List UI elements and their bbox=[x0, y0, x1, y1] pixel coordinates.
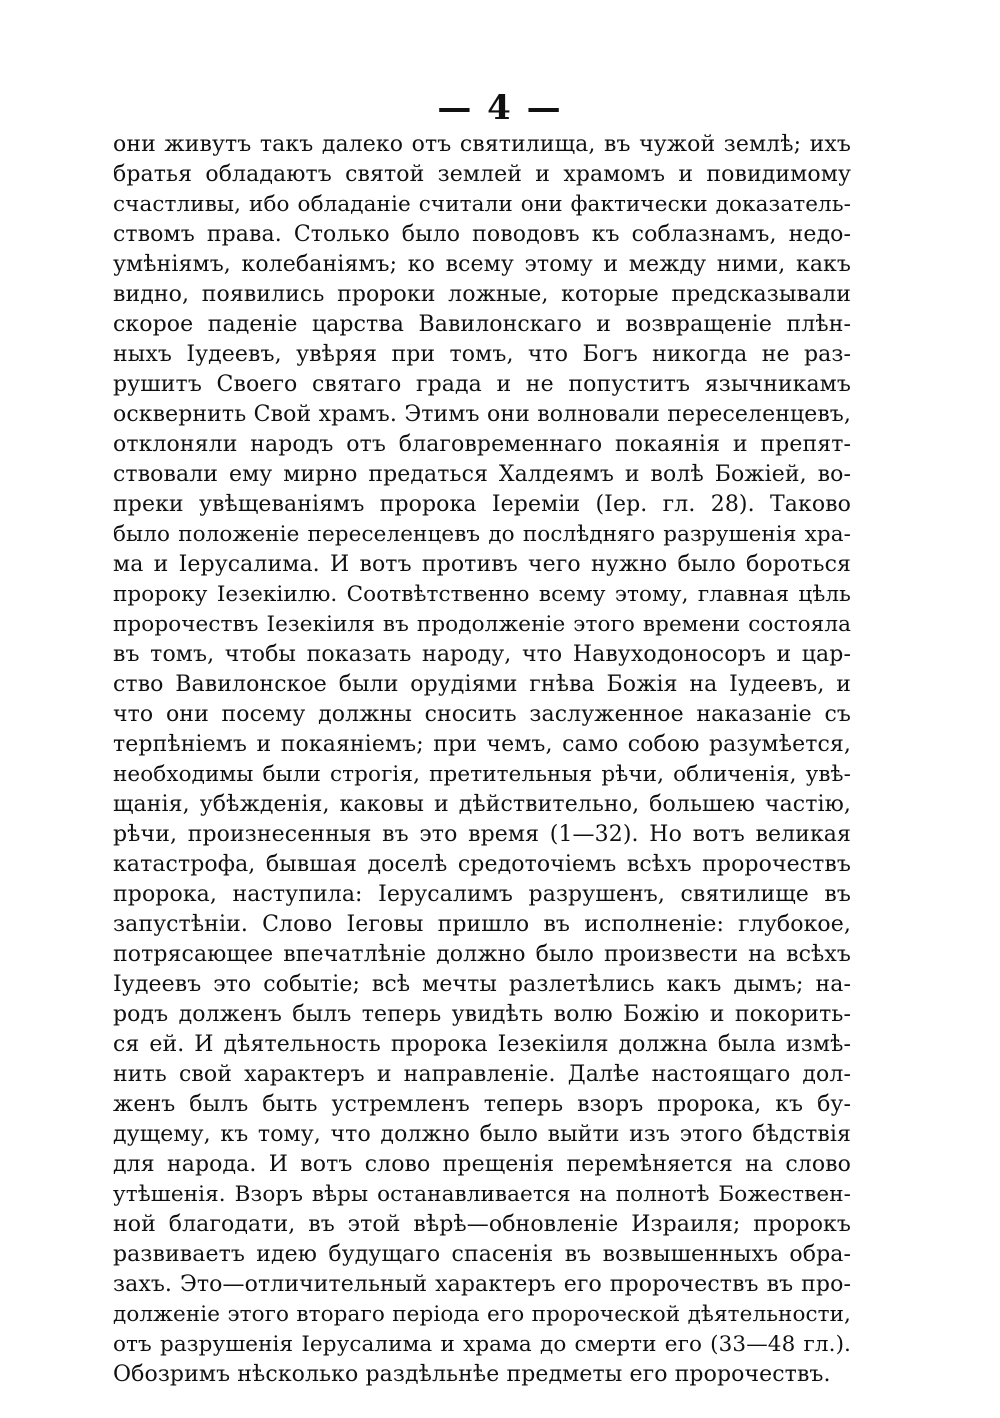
text-line: умѣніямъ, колебаніямъ; ко всему этому и между ними, какъ bbox=[113, 252, 851, 277]
text-line: для народа. И вотъ слово прещенія перемѣняется на слово bbox=[113, 1152, 851, 1177]
text-line: ной благодати, въ этой вѣрѣ—обновленіе Израиля; пророкъ bbox=[113, 1212, 851, 1237]
text-line: пророку Іезекіилю. Соотвѣтственно всему этому, главная цѣль bbox=[113, 582, 851, 607]
text-line: ныхъ Іудеевъ, увѣряя при томъ, что Богъ никогда не раз- bbox=[113, 342, 851, 367]
text-line: необходимы были строгія, претительныя рѣчи, обличенія, увѣ- bbox=[113, 762, 851, 787]
text-line: Іудеевъ это событіе; всѣ мечты разлетѣлись какъ дымъ; на- bbox=[113, 972, 851, 997]
text-line: дущему, къ тому, что должно было выйти изъ этого бѣдствія bbox=[113, 1122, 851, 1147]
text-line: захъ. Это—отличительный характеръ его пророчествъ въ про- bbox=[113, 1272, 851, 1297]
text-line: потрясающее впечатлѣніе должно было произвести на всѣхъ bbox=[113, 942, 851, 967]
text-line: утѣшенія. Взоръ вѣры останавливается на полнотѣ Божествен- bbox=[113, 1182, 851, 1207]
text-line: ство Вавилонское были орудіями гнѣва Божія на Іудеевъ, и bbox=[113, 672, 851, 697]
text-line: рушитъ Своего святаго града и не попуститъ язычникамъ bbox=[113, 372, 851, 397]
text-line: Обозримъ нѣсколько раздѣльнѣе предметы его пророчествъ. bbox=[113, 1362, 831, 1387]
page-number: — 4 — bbox=[437, 88, 563, 128]
text-line: они живутъ такъ далеко отъ святилища, въ чужой землѣ; ихъ bbox=[113, 132, 851, 157]
text-line: видно, появились пророки ложные, которые предсказывали bbox=[113, 282, 851, 307]
text-line: катастрофа, бывшая доселѣ средоточіемъ всѣхъ пророчествъ bbox=[113, 852, 851, 877]
text-line: щанія, убѣжденія, каковы и дѣйствительно, большею частію, bbox=[113, 792, 851, 817]
text-line: ствомъ права. Столько было поводовъ къ соблазнамъ, недо- bbox=[113, 222, 851, 247]
text-line: ствовали ему мирно предаться Халдеямъ и волѣ Божіей, во- bbox=[113, 462, 851, 487]
text-line: что они посему должны сносить заслуженное наказаніе съ bbox=[113, 702, 851, 727]
text-line: осквернить Свой храмъ. Этимъ они волновали переселенцевъ, bbox=[113, 402, 851, 427]
text-line: пророчествъ Іезекіиля въ продолженіе этого времени состояла bbox=[113, 612, 851, 637]
body-text bbox=[113, 130, 851, 1390]
text-line: ся ей. И дѣятельность пророка Іезекіиля должна была измѣ- bbox=[113, 1032, 851, 1057]
text-line: развиваетъ идею будущаго спасенія въ возвышенныхъ обра- bbox=[113, 1242, 851, 1267]
text-line: запустѣніи. Слово Іеговы пришло въ исполненіе: глубокое, bbox=[113, 912, 851, 937]
text-line: братья обладаютъ святой землей и храмомъ и повидимому bbox=[113, 162, 851, 187]
text-line: долженіе этого втораго періода его пророческой дѣятельности, bbox=[113, 1302, 851, 1327]
text-line: рѣчи, произнесенныя въ это время (1—32). Но вотъ великая bbox=[113, 822, 851, 847]
text-line: счастливы, ибо обладаніе считали они фактически доказатель- bbox=[113, 192, 851, 217]
text-line: скорое паденіе царства Вавилонскаго и возвращеніе плѣн- bbox=[113, 312, 851, 337]
text-line: пророка, наступила: Іерусалимъ разрушенъ, святилище въ bbox=[113, 882, 851, 907]
text-line: было положеніе переселенцевъ до послѣдняго разрушенія хра- bbox=[113, 522, 851, 547]
text-line: отъ разрушенія Іерусалима и храма до смерти его (33—48 гл.). bbox=[113, 1332, 851, 1357]
text-line: нить свой характеръ и направленіе. Далѣе настоящаго дол- bbox=[113, 1062, 851, 1087]
text-line: родъ долженъ былъ теперь увидѣть волю Божію и покорить- bbox=[113, 1002, 851, 1027]
text-line: ма и Іерусалима. И вотъ противъ чего нужно было бороться bbox=[113, 552, 851, 577]
text-line: преки увѣщеваніямъ пророка Іереміи (Іер. гл. 28). Таково bbox=[113, 492, 851, 517]
text-line: женъ былъ быть устремленъ теперь взоръ пророка, къ бу- bbox=[113, 1092, 851, 1117]
text-line: отклоняли народъ отъ благовременнаго покаянія и препят- bbox=[113, 432, 851, 457]
text-line: въ томъ, чтобы показать народу, что Навуходоносоръ и цар- bbox=[113, 642, 851, 667]
text-line: терпѣніемъ и покаяніемъ; при чемъ, само собою разумѣется, bbox=[113, 732, 851, 757]
